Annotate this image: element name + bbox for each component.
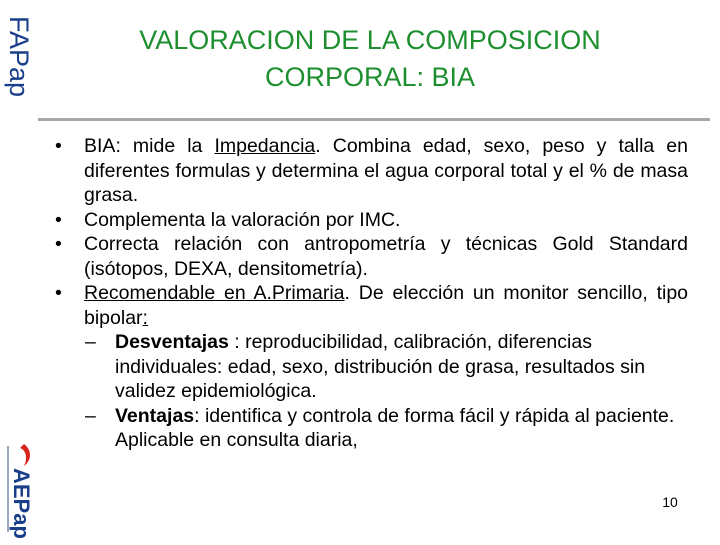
aepap-logo xyxy=(2,440,36,540)
desventajas-term: Desventajas xyxy=(115,331,229,353)
slide-body xyxy=(55,134,688,453)
bia-text-b: . Combina edad, sexo, peso y talla en diferentes formulas y determina el agua corporal total y el % de masa grasa. xyxy=(84,135,688,206)
primaria-text: A.Primaria xyxy=(253,282,345,304)
bullet-dot-icon: • xyxy=(55,233,62,255)
page-number: 10 xyxy=(662,494,678,510)
ventajas-text: : identifica y controla de forma fácil y rápida al paciente. Aplicable en consulta diaria, xyxy=(115,404,675,451)
desventajas-text: : reproducibilidad, calibración, diferencias individuales: edad, sexo, distribución de grasa, resultados sin validez epidemiológica. xyxy=(115,331,646,402)
bia-text-a: : mide la xyxy=(115,135,215,157)
ventajas-term: Ventajas xyxy=(115,404,195,427)
bia-term: BIA xyxy=(84,135,116,157)
bullet-antropometria xyxy=(55,232,688,281)
fapap-logo-text: FAPap xyxy=(4,16,34,98)
bullet-recomendable xyxy=(55,281,688,330)
bullet-dot-icon: • xyxy=(55,282,62,304)
sub-bullet-ventajas xyxy=(55,404,688,453)
bullet-dot-icon: • xyxy=(55,208,62,231)
dash-icon: – xyxy=(85,404,96,427)
dash-icon: – xyxy=(85,331,96,353)
imc-text: Complementa la valoración por IMC. xyxy=(84,208,401,231)
recomendable-rest: . De elección un monitor sencillo, tipo bipolar xyxy=(84,282,689,329)
fapap-logo xyxy=(4,14,34,110)
title-divider xyxy=(38,118,710,121)
bullet-dot-icon: • xyxy=(55,135,62,157)
slide-title xyxy=(60,22,680,96)
impedancia-link[interactable]: Impedancia xyxy=(214,135,316,157)
slide-title-line-2: CORPORAL: BIA xyxy=(264,62,476,92)
bullet-imc xyxy=(55,208,688,233)
antropometria-text: Correcta relación con antropometría y técnicas Gold Standard (isótopos, DEXA, densitometría). xyxy=(84,233,688,280)
slide-title-line-1: VALORACION DE LA COMPOSICION xyxy=(139,25,601,55)
en-text: en xyxy=(224,282,246,304)
aepap-swoosh-icon xyxy=(20,444,30,466)
aepap-logo-text: AEPap xyxy=(9,468,34,539)
bullet-bia xyxy=(55,134,688,208)
recomendable-colon: : xyxy=(142,306,148,329)
sub-bullet-desventajas xyxy=(55,330,688,404)
recomendable-text: Recomendable xyxy=(84,282,216,304)
